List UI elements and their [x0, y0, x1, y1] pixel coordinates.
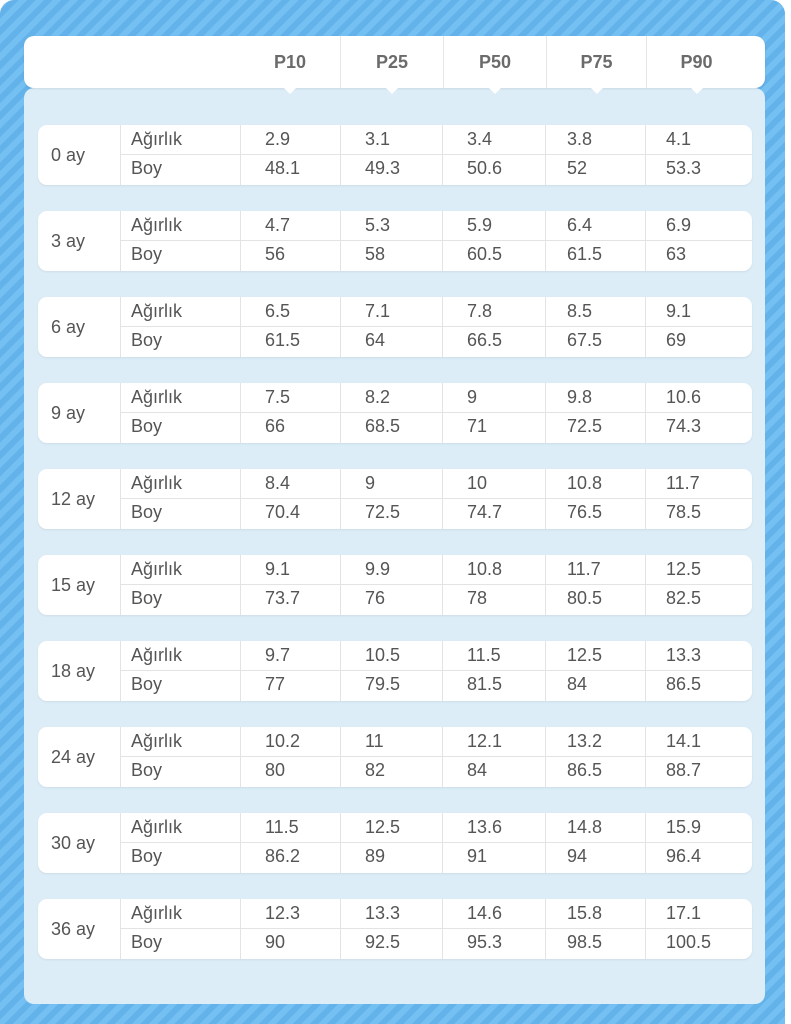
row-divider: [120, 584, 752, 585]
weight-value: 8.2: [365, 387, 391, 407]
height-value: 78: [467, 588, 488, 608]
row-divider: [120, 670, 752, 671]
row-divider: [120, 928, 752, 929]
header-p25: [340, 36, 443, 88]
column-divider: [442, 211, 443, 271]
age-label: 3 ay: [51, 231, 86, 251]
column-divider: [340, 125, 341, 185]
weight-value: 14.6: [467, 903, 503, 923]
weight-value: 9.9: [365, 559, 391, 579]
age-label: 6 ay: [51, 317, 86, 337]
weight-value: 3.8: [567, 129, 593, 149]
height-value: 74.3: [666, 416, 702, 436]
header-notch: [283, 87, 297, 94]
column-divider: [240, 211, 241, 271]
weight-value: 13.6: [467, 817, 503, 837]
column-divider: [340, 727, 341, 787]
column-divider: [545, 125, 546, 185]
column-divider: [240, 383, 241, 443]
weight-value: 13.2: [567, 731, 603, 751]
column-divider: [340, 211, 341, 271]
row-divider: [120, 756, 752, 757]
age-label: 0 ay: [51, 145, 86, 165]
table-row: [38, 727, 752, 787]
weight-label: Ağırlık: [131, 473, 183, 493]
weight-label: Ağırlık: [131, 731, 183, 751]
column-divider: [645, 555, 646, 615]
height-value: 72.5: [365, 502, 401, 522]
header-label: P90: [680, 52, 713, 72]
header-notch: [590, 87, 604, 94]
column-divider: [240, 125, 241, 185]
column-divider: [442, 469, 443, 529]
height-value: 53.3: [666, 158, 702, 178]
table-row: [38, 813, 752, 873]
column-divider: [240, 727, 241, 787]
column-divider: [442, 297, 443, 357]
weight-value: 10.5: [365, 645, 401, 665]
column-divider: [442, 555, 443, 615]
column-divider: [120, 899, 121, 959]
weight-value: 11.5: [467, 645, 501, 665]
height-value: 76: [365, 588, 386, 608]
weight-value: 14.8: [567, 817, 603, 837]
column-divider: [120, 555, 121, 615]
height-value: 89: [365, 846, 386, 866]
height-value: 88.7: [666, 760, 702, 780]
column-divider: [545, 383, 546, 443]
column-divider: [240, 899, 241, 959]
height-value: 81.5: [467, 674, 503, 694]
weight-value: 12.3: [265, 903, 301, 923]
column-divider: [645, 727, 646, 787]
height-value: 79.5: [365, 674, 401, 694]
height-value: 74.7: [467, 502, 503, 522]
weight-label: Ağırlık: [131, 559, 183, 579]
weight-value: 10.8: [567, 473, 603, 493]
table-row: [38, 125, 752, 185]
height-value: 58: [365, 244, 386, 264]
weight-value: 12.5: [567, 645, 603, 665]
weight-value: 2.9: [265, 129, 291, 149]
height-value: 61.5: [265, 330, 301, 350]
column-divider: [120, 469, 121, 529]
weight-value: 9.7: [265, 645, 291, 665]
column-divider: [340, 813, 341, 873]
column-divider: [545, 641, 546, 701]
weight-value: 9: [365, 473, 376, 493]
height-value: 90: [265, 932, 286, 952]
column-divider: [120, 727, 121, 787]
height-value: 100.5: [666, 932, 712, 952]
height-label: Boy: [131, 330, 163, 350]
weight-value: 6.4: [567, 215, 593, 235]
height-value: 73.7: [265, 588, 301, 608]
header-p50: [443, 36, 546, 88]
row-divider: [120, 240, 752, 241]
height-label: Boy: [131, 760, 163, 780]
height-value: 91: [467, 846, 488, 866]
weight-label: Ağırlık: [131, 215, 183, 235]
column-divider: [120, 641, 121, 701]
header-label: P25: [375, 52, 409, 72]
weight-value: 12.5: [666, 559, 702, 579]
weight-value: 7.5: [265, 387, 291, 407]
row-divider: [120, 154, 752, 155]
height-value: 66: [265, 416, 286, 436]
row-divider: [120, 412, 752, 413]
weight-value: 11: [365, 731, 384, 751]
column-divider: [120, 211, 121, 271]
weight-value: 7.1: [365, 301, 391, 321]
column-divider: [645, 813, 646, 873]
column-divider: [645, 211, 646, 271]
height-value: 48.1: [265, 158, 301, 178]
column-divider: [340, 555, 341, 615]
height-value: 70.4: [265, 502, 301, 522]
height-value: 72.5: [567, 416, 603, 436]
column-divider: [645, 641, 646, 701]
header-label: P10: [273, 52, 307, 72]
column-divider: [120, 813, 121, 873]
height-value: 86.2: [265, 846, 301, 866]
height-label: Boy: [131, 674, 163, 694]
row-divider: [120, 498, 752, 499]
header-notch: [690, 87, 704, 94]
column-divider: [545, 297, 546, 357]
height-label: Boy: [131, 244, 163, 264]
column-divider: [442, 125, 443, 185]
weight-value: 10.6: [666, 387, 702, 407]
header-p90: [646, 36, 746, 88]
age-label: 24 ay: [51, 747, 96, 767]
height-value: 80.5: [567, 588, 603, 608]
header-notch: [488, 87, 502, 94]
height-label: Boy: [131, 588, 163, 608]
column-divider: [645, 469, 646, 529]
weight-label: Ağırlık: [131, 129, 183, 149]
table-row: [38, 469, 752, 529]
age-label: 9 ay: [51, 403, 86, 423]
age-label: 30 ay: [51, 833, 96, 853]
weight-value: 10.2: [265, 731, 301, 751]
height-value: 95.3: [467, 932, 503, 952]
column-divider: [340, 383, 341, 443]
height-value: 96.4: [666, 846, 702, 866]
height-value: 82: [365, 760, 386, 780]
table-row: [38, 297, 752, 357]
age-label: 12 ay: [51, 489, 96, 509]
column-divider: [645, 383, 646, 443]
column-divider: [340, 899, 341, 959]
weight-value: 10.8: [467, 559, 503, 579]
height-value: 64: [365, 330, 386, 350]
column-divider: [120, 383, 121, 443]
height-value: 94: [567, 846, 588, 866]
height-value: 63: [666, 244, 687, 264]
column-divider: [442, 727, 443, 787]
height-value: 61.5: [567, 244, 603, 264]
weight-value: 15.9: [666, 817, 702, 837]
height-value: 92.5: [365, 932, 401, 952]
height-value: 98.5: [567, 932, 603, 952]
column-divider: [240, 641, 241, 701]
weight-value: 4.7: [265, 215, 291, 235]
height-label: Boy: [131, 846, 163, 866]
height-value: 56: [265, 244, 286, 264]
weight-label: Ağırlık: [131, 903, 183, 923]
weight-value: 5.3: [365, 215, 391, 235]
height-value: 66.5: [467, 330, 503, 350]
column-divider: [545, 555, 546, 615]
weight-value: 4.1: [666, 129, 692, 149]
height-value: 50.6: [467, 158, 503, 178]
table-row: [38, 211, 752, 271]
column-divider: [645, 297, 646, 357]
weight-value: 15.8: [567, 903, 603, 923]
header-p75: [546, 36, 646, 88]
height-value: 77: [265, 674, 286, 694]
weight-label: Ağırlık: [131, 817, 183, 837]
weight-value: 8.5: [567, 301, 593, 321]
table-row: [38, 555, 752, 615]
header-p10: [240, 36, 340, 88]
weight-value: 13.3: [365, 903, 401, 923]
column-divider: [442, 641, 443, 701]
height-value: 49.3: [365, 158, 401, 178]
age-label: 18 ay: [51, 661, 96, 681]
height-value: 86.5: [666, 674, 702, 694]
height-value: 68.5: [365, 416, 401, 436]
height-value: 78.5: [666, 502, 702, 522]
column-divider: [545, 211, 546, 271]
age-label: 36 ay: [51, 919, 96, 939]
height-label: Boy: [131, 416, 163, 436]
column-divider: [545, 727, 546, 787]
height-value: 67.5: [567, 330, 603, 350]
header-label: P75: [580, 52, 613, 72]
weight-value: 9.1: [666, 301, 692, 321]
height-value: 60.5: [467, 244, 503, 264]
height-value: 76.5: [567, 502, 603, 522]
weight-value: 8.4: [265, 473, 291, 493]
header-notch: [385, 87, 399, 94]
height-label: Boy: [131, 502, 163, 522]
weight-label: Ağırlık: [131, 387, 183, 407]
weight-value: 13.3: [666, 645, 702, 665]
weight-value: 11.7: [666, 473, 700, 493]
column-divider: [340, 297, 341, 357]
column-divider: [645, 125, 646, 185]
height-label: Boy: [131, 158, 163, 178]
row-divider: [120, 326, 752, 327]
column-divider: [545, 469, 546, 529]
weight-value: 3.1: [365, 129, 391, 149]
weight-value: 12.1: [467, 731, 503, 751]
age-label: 15 ay: [51, 575, 96, 595]
weight-value: 10: [467, 473, 488, 493]
column-divider: [240, 813, 241, 873]
table-row: [38, 383, 752, 443]
height-value: 69: [666, 330, 687, 350]
weight-value: 9.8: [567, 387, 593, 407]
column-divider: [240, 469, 241, 529]
height-label: Boy: [131, 932, 163, 952]
weight-value: 11.5: [265, 817, 299, 837]
weight-value: 12.5: [365, 817, 401, 837]
weight-value: 6.9: [666, 215, 692, 235]
weight-value: 11.7: [567, 559, 601, 579]
header-label: P50: [478, 52, 512, 72]
weight-value: 9.1: [265, 559, 291, 579]
height-value: 84: [467, 760, 488, 780]
weight-value: 17.1: [666, 903, 702, 923]
column-divider: [240, 555, 241, 615]
table-row: [38, 899, 752, 959]
table-row: [38, 641, 752, 701]
weight-value: 3.4: [467, 129, 493, 149]
row-divider: [120, 842, 752, 843]
column-divider: [442, 813, 443, 873]
column-divider: [442, 899, 443, 959]
column-divider: [240, 297, 241, 357]
height-value: 52: [567, 158, 588, 178]
column-divider: [545, 813, 546, 873]
column-divider: [120, 297, 121, 357]
column-divider: [442, 383, 443, 443]
height-value: 80: [265, 760, 286, 780]
weight-value: 7.8: [467, 301, 493, 321]
weight-value: 6.5: [265, 301, 291, 321]
weight-label: Ağırlık: [131, 645, 183, 665]
weight-label: Ağırlık: [131, 301, 183, 321]
column-divider: [120, 125, 121, 185]
weight-value: 14.1: [666, 731, 702, 751]
percentile-header: [24, 36, 765, 88]
height-value: 82.5: [666, 588, 702, 608]
column-divider: [545, 899, 546, 959]
height-value: 86.5: [567, 760, 603, 780]
column-divider: [340, 641, 341, 701]
height-value: 71: [467, 416, 488, 436]
column-divider: [645, 899, 646, 959]
height-value: 84: [567, 674, 588, 694]
weight-value: 5.9: [467, 215, 493, 235]
column-divider: [340, 469, 341, 529]
weight-value: 9: [467, 387, 478, 407]
